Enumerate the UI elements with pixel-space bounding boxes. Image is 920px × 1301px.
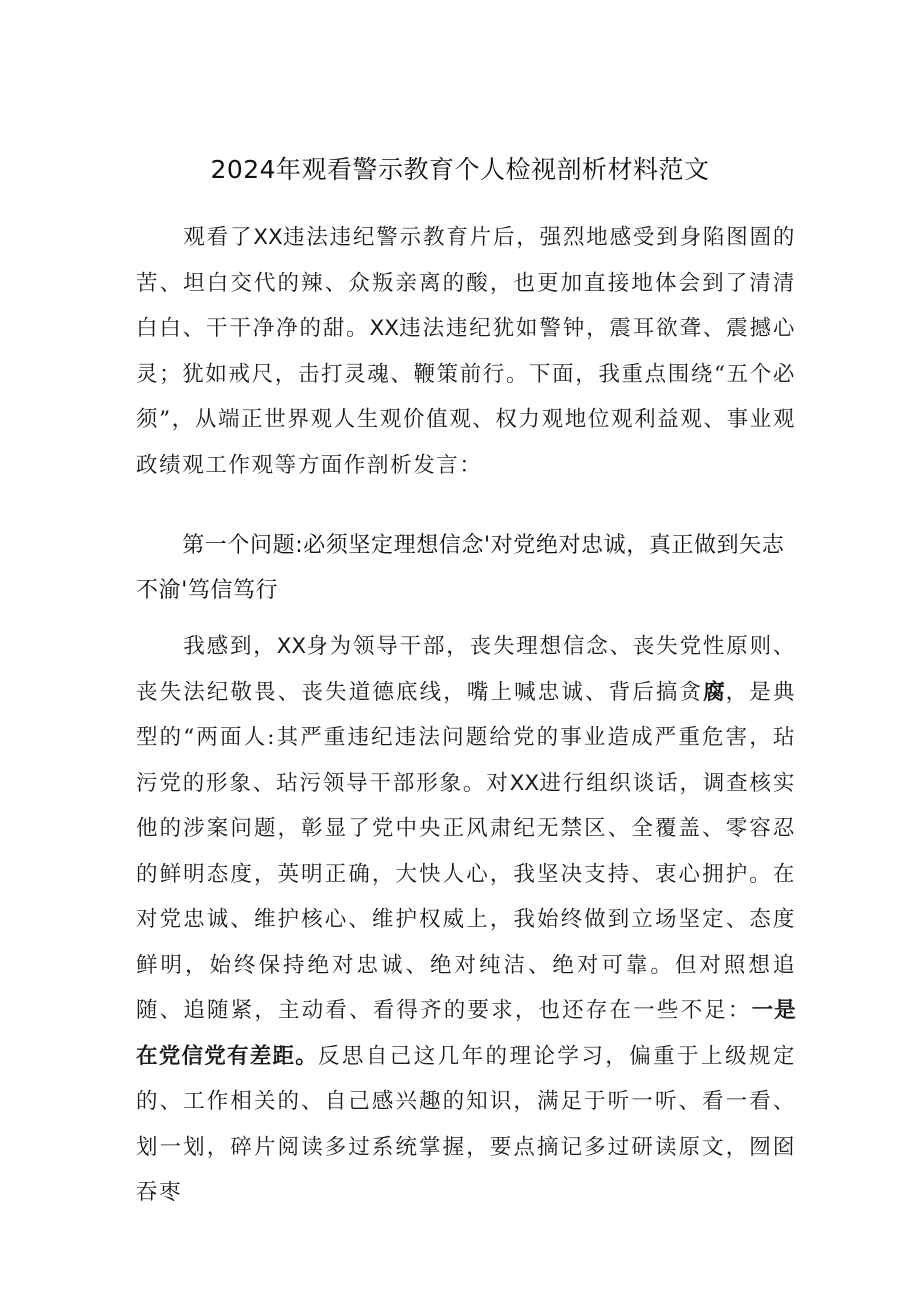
paragraph-intro bbox=[136, 215, 796, 488]
redacted-name: XX bbox=[253, 225, 283, 250]
text-run: 违法违纪犹如警钟，震耳欲聋、震撼心灵；犹如戒尺，击打灵魂、鞭策前行。下面，我重点围绕“五个必须”，从端正世界观人生观价值观、权力观地位观利益观、事业观政绩观工作观等方面作剖析发言： bbox=[136, 316, 796, 478]
redacted-name: XX bbox=[276, 634, 307, 659]
text-run: 身为领导干部，丧失理想信念、丧失党性原则、丧失法纪敬畏、丧失道德底线，嘴上喊忠诚、背后搞贪 bbox=[136, 634, 796, 705]
section-heading: 第一个问题:必须坚定理想信念'对党绝对忠诚，真正做到矢志不渝'笃信笃行 bbox=[136, 533, 785, 603]
document-title: 2024年观看警示教育个人检视剖析材料范文 bbox=[210, 155, 710, 184]
redacted-name: XX bbox=[509, 770, 540, 796]
redacted-name: XX bbox=[369, 316, 399, 341]
text-run: 进行组织谈话，调查核实他的涉案问题，彰显了党中央正风肃纪无禁区、全覆盖、零容忍的鲜明态度，英明正确，大快人心，我坚决支持、衷心拥护。在对党忠诚、维护核心、维护权威上，我始终做到立场坚定、态度鲜明，始终保持绝对忠诚、绝对纯洁、绝对可靠。但对照想追随、追随紧，主动看、看得齐的要求，也还存在一些不足： bbox=[136, 770, 796, 1023]
text-run: 观看了 bbox=[183, 225, 254, 250]
bold-subheading: 一是在党信党有差距。 bbox=[136, 998, 796, 1069]
bold-text: 腐 bbox=[703, 679, 726, 705]
paragraph-body bbox=[136, 624, 796, 1216]
text-run: ，是典型的“两面人:其严重违纪违法问题给党的事业造成严重危害，玷污党的形象、玷污领导干部形象。对 bbox=[136, 679, 796, 796]
text-run: 反思自己这几年的理论学习，偏重于上级规定的、工作相关的、自己感兴趣的知识，满足于听一听、看一看、划一划，碎片阅读多过系统掌握，要点摘记多过研读原文，囫囵吞枣 bbox=[136, 1043, 796, 1205]
text-run: 我感到， bbox=[183, 634, 277, 659]
text-run: 违法违纪警示教育片后，强烈地感受到身陷图圄的苦、坦白交代的辣、众叛亲离的酸，也更加直接地体会到了清清白白、干干净净的甜。 bbox=[136, 225, 797, 341]
